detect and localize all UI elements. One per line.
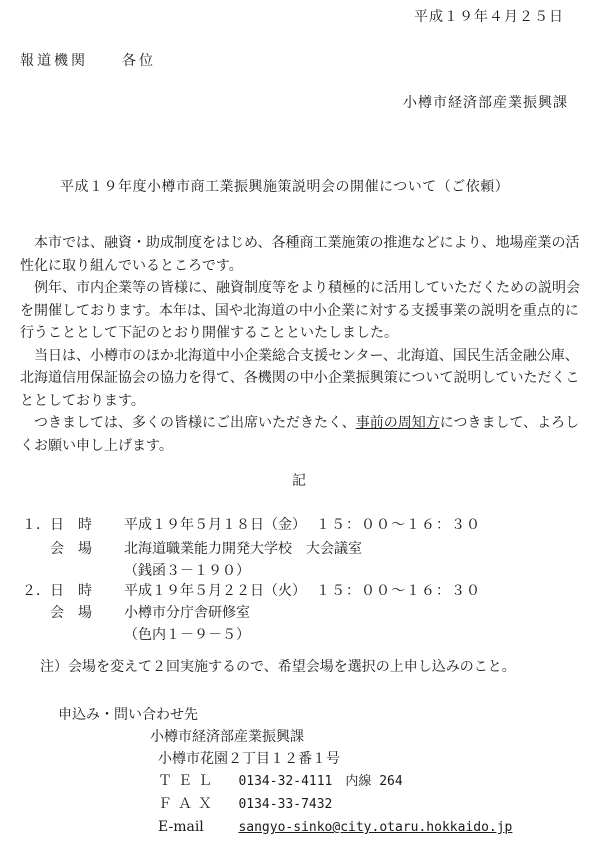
paragraph-4 [20,412,585,457]
session-2-date: 平成１９年５月２２日（火） [124,583,306,599]
session-1-venue-label: 会 場 [50,541,92,557]
fax-value: 0134-33-7432 [238,797,333,812]
session-2-address: （色内１－９－５） [124,627,250,643]
contact-email-row [150,816,512,839]
session-1-venue: 北海道職業能力開発大学校 大会議室 [124,541,362,557]
note: 注）会場を変えて２回実施するので、希望会場を選択の上申し込みのこと。 [40,659,516,675]
session-2-venue: 小樽市分庁舎研修室 [124,605,250,621]
email-link[interactable]: sangyo-sinko@city.otaru.hokkaido.jp [238,820,513,835]
paragraph-3: 当日は、小樽市のほか北海道中小企業総合支援センター、北海道、国民生活金融公庫、北海道信用保証協会の協力を得て、各機関の中小企業振興策について説明していただくこととしております。 [20,347,580,409]
session-2-time: １５：００～１６：３０ [316,583,481,599]
document-date: 平成１９年４月２５日 [414,9,564,25]
session-1-address: （銭函３－１９０） [124,563,250,579]
underlined-phrase: 事前の周知方 [355,415,440,431]
recipient: 報道機関 各位 [20,53,156,69]
fax-label: ＦＡＸ [158,796,218,812]
paragraph-2: 例年、市内企業等の皆様に、融資制度等をより積極的に活用していただくための説明会を開催しております。本年は、国や北海道の中小企業に対する支援事業の説明を重点的に行うこととして下記のとおり開催することといたしました。 [20,280,580,341]
contact-tel-row [150,770,512,793]
session-1-date: 平成１９年５月１８日（金） [124,517,306,533]
session-1-number: １． [22,517,50,533]
contact-fax-row [150,793,512,816]
session-2-date-label: 日 時 [50,583,92,599]
paragraph-4-end: につきまして、よろしくお願い申し上げます。 [20,415,580,454]
tel-value: 0134-32-4111 内線 264 [238,774,403,789]
paragraph-1: 本市では、融資・助成制度をはじめ、各種商工業施策の推進などにより、地場産業の活性化に取り組んでいるところです。 [20,235,580,274]
contact-label: 申込み・問い合わせ先 [58,707,198,723]
contact-block [150,726,512,839]
tel-label: ＴＥＬ [158,773,218,789]
document-title: 平成１９年度小樽市商工業振興施策説明会の開催について（ご依頼） [60,179,510,195]
email-label: E-mail [158,819,204,835]
body-text [20,232,585,457]
session-2-number: ２． [22,583,50,599]
session-1-time: １５：００～１６：３０ [316,517,481,533]
sender-department: 小樽市経済部産業振興課 [403,95,568,111]
session-1-date-label: 日 時 [50,517,92,533]
ki-heading: 記 [292,473,306,489]
session-2-venue-label: 会 場 [50,605,92,621]
contact-address: 小樽市花園２丁目１２番１号 [158,751,340,767]
paragraph-4-start: つきましては、多くの皆様にご出席いただきたく、 [34,415,356,431]
contact-department: 小樽市経済部産業振興課 [150,729,304,745]
